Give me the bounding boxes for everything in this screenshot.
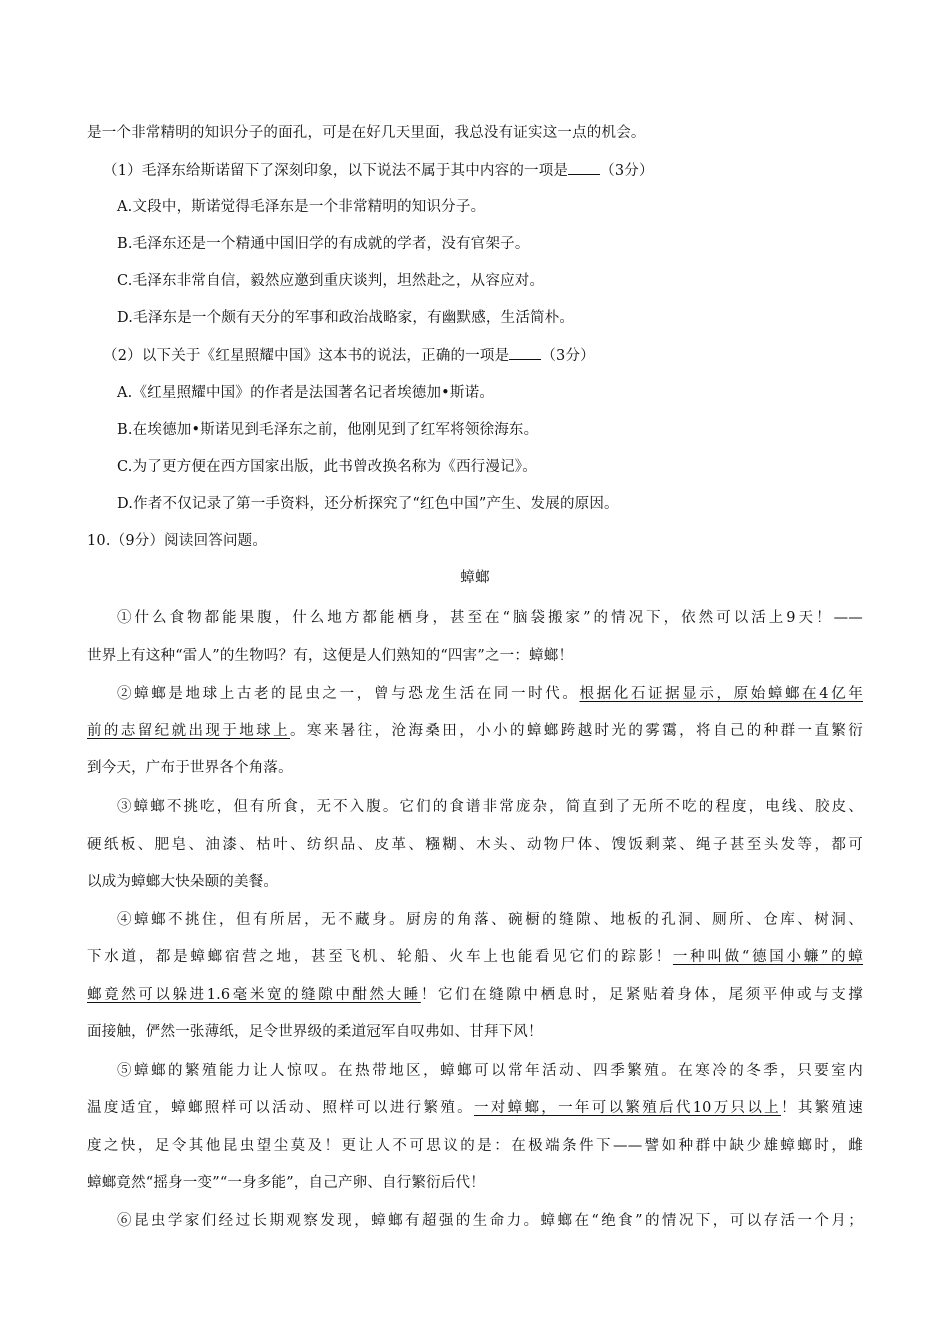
question-10-heading: 10.（9分）阅读回答问题。 [87, 533, 268, 549]
paragraph-5-line-4: 蟑螂竟然“摇身一变”“一身多能”，自己产卵、自行繁衍后代！ [87, 1175, 485, 1191]
paragraph-2-line-2: 前的志留纪就出现于地球上。寒来暑往，沧海桑田，小小的蟑螂跨越时光的雾霭，将自己的种群一直繁衍 [87, 723, 863, 739]
paragraph-3-line-1: ③蟑螂不挑吃，但有所食，无不入腹。它们的食谱非常庞杂，简直到了无所不吃的程度，电线、胶皮、 [117, 799, 863, 815]
question-1-option-d: D.毛泽东是一个颇有天分的军事和政治战略家，有幽默感，生活简朴。 [117, 310, 575, 326]
paragraph-1-line-2: 世界上有这种“雷人”的生物吗？有，这便是人们熟知的“四害”之一：蟑螂！ [87, 648, 574, 664]
paragraph-2-line-3: 到今天，广布于世界各个角落。 [87, 760, 293, 776]
paragraph-1-line-1: ①什么食物都能果腹，什么地方都能栖身，甚至在“脑袋搬家”的情况下，依然可以活上9天！—— [117, 610, 863, 626]
paragraph-3-line-2: 硬纸板、肥皂、油漆、枯叶、纺织品、皮革、糨糊、木头、动物尸体、馊饭剩菜、绳子甚至头发等，都可 [87, 837, 863, 853]
question-2-option-b: B.在埃德加•斯诺见到毛泽东之前，他刚见到了红军将领徐海东。 [117, 422, 539, 438]
paragraph-2-line-1: ②蟑螂是地球上古老的昆虫之一，曾与恐龙生活在同一时代。根据化石证据显示，原始蟑螂在4亿年 [117, 686, 863, 702]
paragraph-4-line-3: 螂竟然可以躲进1.6毫米宽的缝隙中酣然大睡！它们在缝隙中栖息时，足紧贴着身体，尾须平伸或与支撑 [87, 987, 864, 1003]
paragraph-5-line-3: 度之快，足令其他昆虫望尘莫及！更让人不可思议的是：在极端条件下——譬如种群中缺少雄蟑螂时，雌 [87, 1138, 863, 1154]
paragraph-5-line-2: 温度适宜，蟑螂照样可以活动、照样可以进行繁殖。一对蟑螂，一年可以繁殖后代10万只以上！其繁殖速 [87, 1100, 864, 1116]
question-1-option-c: C.毛泽东非常自信，毅然应邀到重庆谈判，坦然赴之，从容应对。 [117, 273, 545, 289]
article-title: 蟑螂 [460, 570, 490, 586]
paragraph-3-line-3: 以成为蟑螂大快朵颐的美餐。 [87, 874, 279, 890]
underlined-sentence: 螂竟然可以躲进1.6毫米宽的缝隙中酣然大睡 [87, 987, 421, 1003]
underlined-sentence: 前的志留纪就出现于地球上 [87, 723, 291, 739]
paragraph-4-line-1: ④蟑螂不挑住，但有所居，无不藏身。厨房的角落、碗橱的缝隙、地板的孔洞、厕所、仓库、树洞、 [117, 912, 863, 928]
paragraph-5-line-1: ⑤蟑螂的繁殖能力让人惊叹。在热带地区，蟑螂可以常年活动、四季繁殖。在寒冷的冬季，只要室内 [117, 1063, 863, 1079]
question-2-option-a: A.《红星照耀中国》的作者是法国著名记者埃德加•斯诺。 [117, 385, 495, 401]
underlined-sentence: 根据化石证据显示，原始蟑螂在4亿年 [579, 686, 863, 702]
underlined-sentence: 一种叫做“德国小蠊”的蟑 [672, 949, 864, 965]
question-1-option-a: A.文段中，斯诺觉得毛泽东是一个非常精明的知识分子。 [117, 199, 486, 215]
answer-blank [509, 345, 541, 360]
question-1-option-b: B.毛泽东还是一个精通中国旧学的有成就的学者，没有官架子。 [117, 236, 530, 252]
answer-blank [568, 160, 600, 175]
underlined-sentence: 一对蟑螂，一年可以繁殖后代10万只以上 [473, 1100, 781, 1116]
paragraph-4-line-2: 下水道，都是蟑螂宿营之地，甚至飞机、轮船、火车上也能看见它们的踪影！一种叫做“德国小蠊”的蟑 [87, 949, 864, 965]
question-1-stem: （1）毛泽东给斯诺留下了深刻印象，以下说法不属于其中内容的一项是 （3分） [103, 160, 654, 180]
question-2-option-c: C.为了更方便在西方国家出版，此书曾改换名称为《西行漫记》。 [117, 459, 537, 475]
paragraph-6-line-1: ⑥昆虫学家们经过长期观察发现，蟑螂有超强的生命力。蟑螂在“绝食”的情况下，可以存活一个月； [117, 1213, 863, 1229]
passage-tail-line: 是一个非常精明的知识分子的面孔，可是在好几天里面，我总没有证实这一点的机会。 [87, 125, 646, 141]
question-2-option-d: D.作者不仅记录了第一手资料，还分析探究了“红色中国”产生、发展的原因。 [117, 496, 619, 512]
question-2-stem: （2）以下关于《红星照耀中国》这本书的说法，正确的一项是 （3分） [103, 345, 595, 365]
paragraph-4-line-4: 面接触，俨然一张薄纸，足令世界级的柔道冠军自叹弗如、甘拜下风！ [87, 1024, 543, 1040]
